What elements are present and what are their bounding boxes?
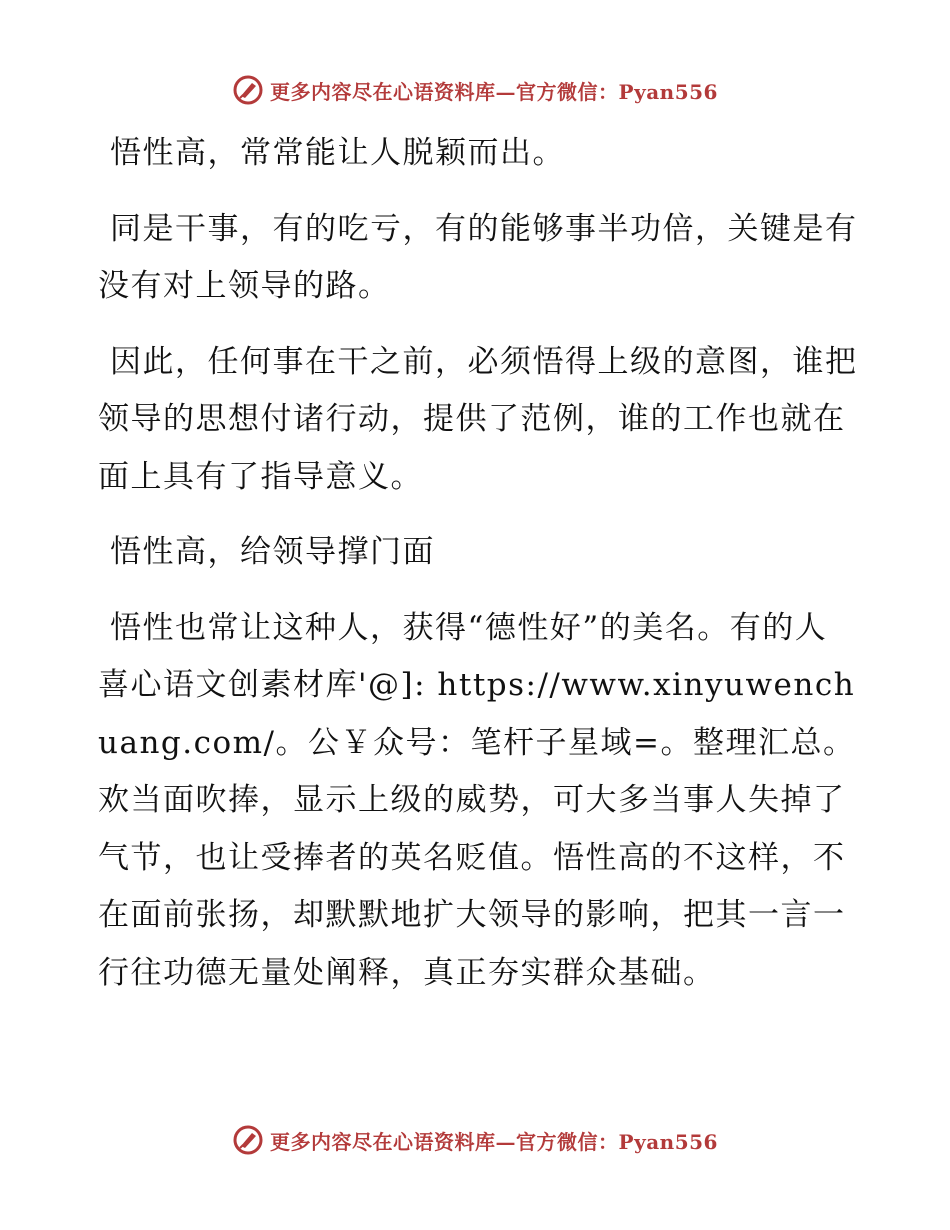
document-body [98,125,858,1020]
paragraph-5: 悟性也常让这种人，获得“德性好”的美名。有的人喜心语文创素材库'@]: https://www.xinyuwenchuang.com/。公￥众号：笔杆子星域=。整理汇总。欢当面吹捧，显示上级的威势，可大多当事人失掉了气节，也让受捧者的英名贬值。悟性高的不这样，不在面前张扬，却默默地扩大领导的影响，把其一言一行往功德无量处阐释，真正夯实群众基础。 [98,609,856,991]
quill-logo-icon [232,74,264,106]
quill-logo-icon [232,1124,264,1156]
footer-banner [0,1120,950,1160]
section-heading: 悟性高，给领导撑门面 [110,534,435,570]
header-banner [0,70,950,110]
footer-banner-text: 更多内容尽在心语资料库—官方微信：Pyan556 [270,1129,718,1154]
paragraph-3: 因此，任何事在干之前，必须悟得上级的意图，谁把领导的思想付诸行动，提供了范例，谁的工作也就在面上具有了指导意义。 [98,343,858,495]
paragraph-2: 同是干事，有的吃亏，有的能够事半功倍，关键是有没有对上领导的路。 [98,210,858,304]
header-banner-text: 更多内容尽在心语资料库—官方微信：Pyan556 [270,79,718,104]
paragraph-1: 悟性高，常常能让人脱颖而出。 [110,135,565,171]
